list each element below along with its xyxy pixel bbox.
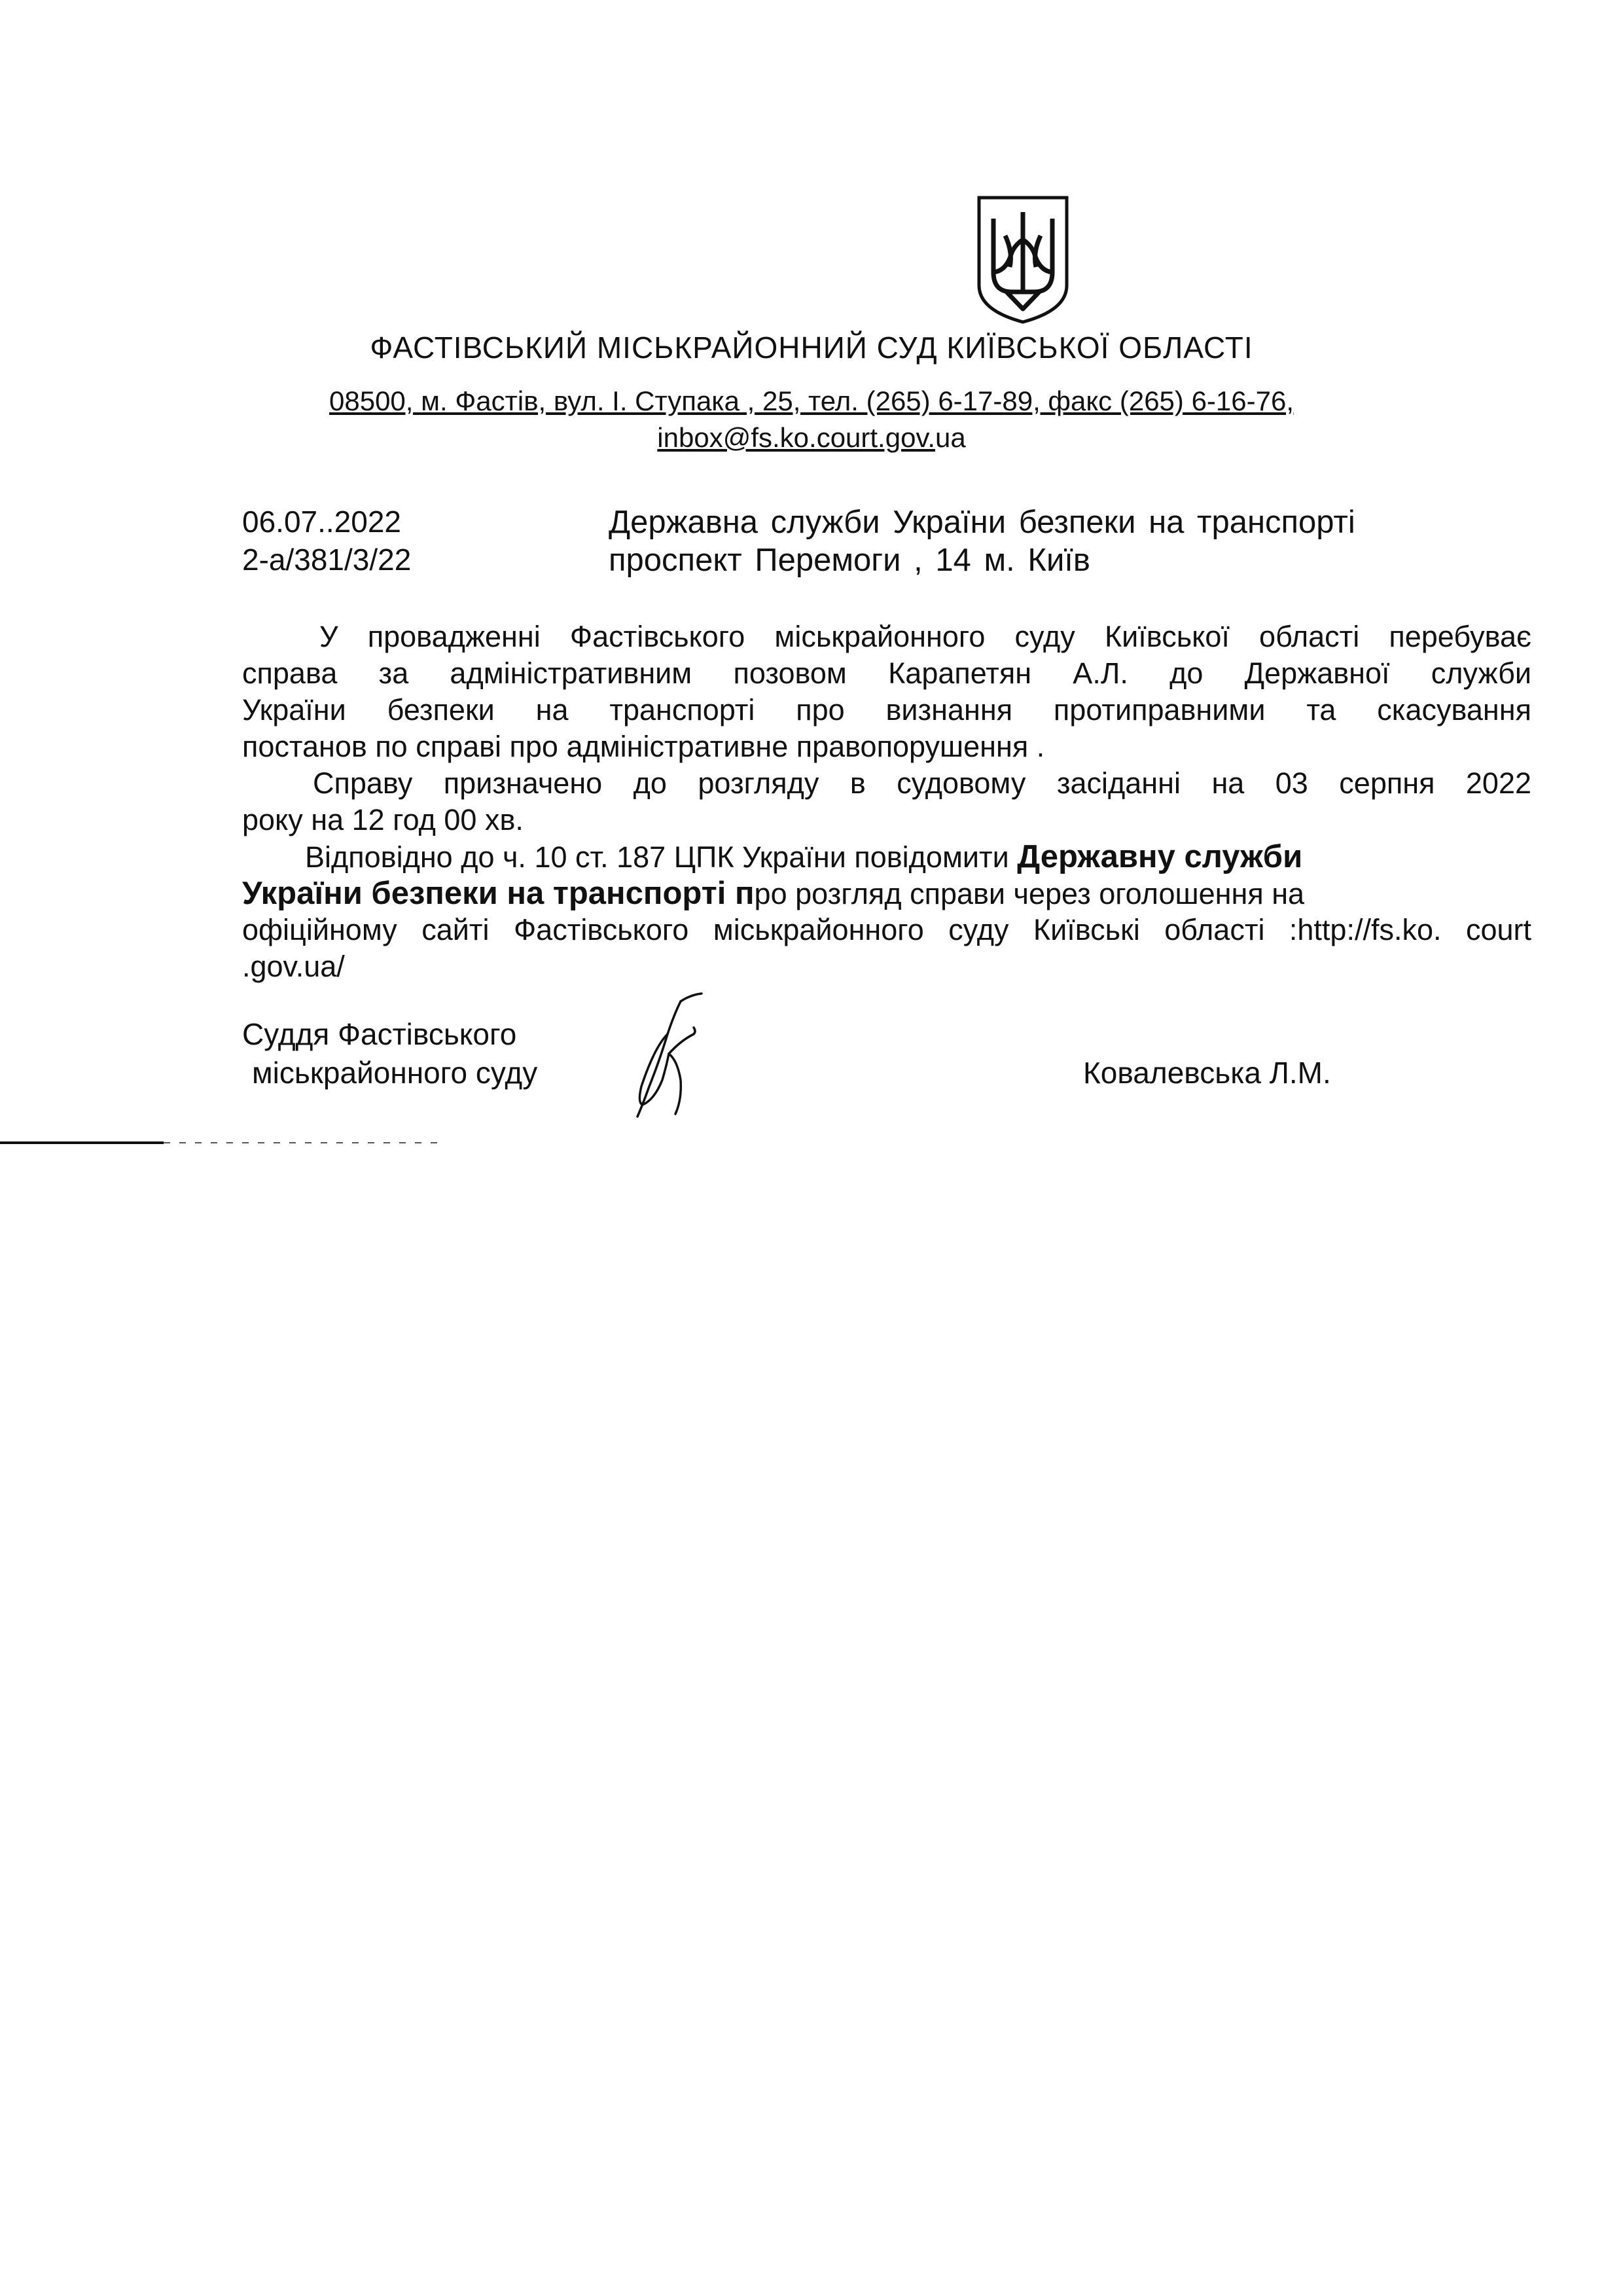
letter-body — [242, 619, 1531, 985]
body-line — [242, 838, 1531, 875]
body-line: справа за адміністративним позовом Карапетян А.Л. до Державної служби — [242, 656, 1531, 690]
judge-name: Ковалевська Л.М. — [1083, 1056, 1331, 1090]
body-bold-text: Державну служби — [1017, 839, 1303, 874]
judge-title-line2: міськрайонного суду — [252, 1056, 538, 1090]
court-email-tail: ua — [935, 422, 966, 453]
body-line: постанов по справі про адміністративне правопорушення . — [242, 730, 1045, 763]
letter-date: 06.07..2022 — [242, 505, 402, 539]
court-name: ФАСТІВСЬКИЙ МІСЬКРАЙОННИЙ СУД КИЇВСЬКОЇ ОБЛАСТІ — [370, 331, 1253, 365]
body-line — [242, 875, 1531, 912]
body-bold-text: України безпеки на транспорті п — [242, 876, 755, 911]
handwritten-signature — [628, 988, 713, 1119]
body-line: У провадженні Фастівського міськрайонного суду Київської області перебуває — [319, 620, 1531, 653]
body-text: Відповідно до ч. 10 ст. 187 ЦПК України повідомити — [305, 840, 1018, 874]
court-address — [0, 383, 1623, 456]
body-line: .gov.ua/ — [242, 950, 345, 983]
judge-title-line1: Суддя Фастівського — [242, 1017, 517, 1051]
body-line: України безпеки на транспорті про визнання протиправними та скасування — [242, 693, 1531, 726]
case-number: 2-а/381/3/22 — [242, 543, 412, 577]
body-text: ро розгляд справи через оголошення на — [754, 877, 1305, 910]
scan-line-artifact — [0, 1139, 445, 1147]
recipient-name: Державна служби України безпеки на транспорті — [609, 505, 1355, 540]
address-line: 08500, м. Фастів, вул. І. Ступака , 25, тел. (265) 6-17-89, факс (265) 6-16-76, — [329, 386, 1294, 416]
body-line: Справу призначено до розгляду в судовому засіданні на 03 серпня 2022 — [313, 766, 1531, 800]
body-line: офіційному сайті Фастівського міськрайонного суду Київські області :http://fs.ko. court — [242, 913, 1531, 946]
court-email: inbox@fs.ko.court.gov. — [657, 422, 935, 453]
coat-of-arms-icon — [974, 194, 1072, 325]
body-line: року на 12 год 00 хв. — [242, 803, 524, 836]
recipient-address: проспект Перемоги , 14 м. Київ — [609, 543, 1090, 578]
